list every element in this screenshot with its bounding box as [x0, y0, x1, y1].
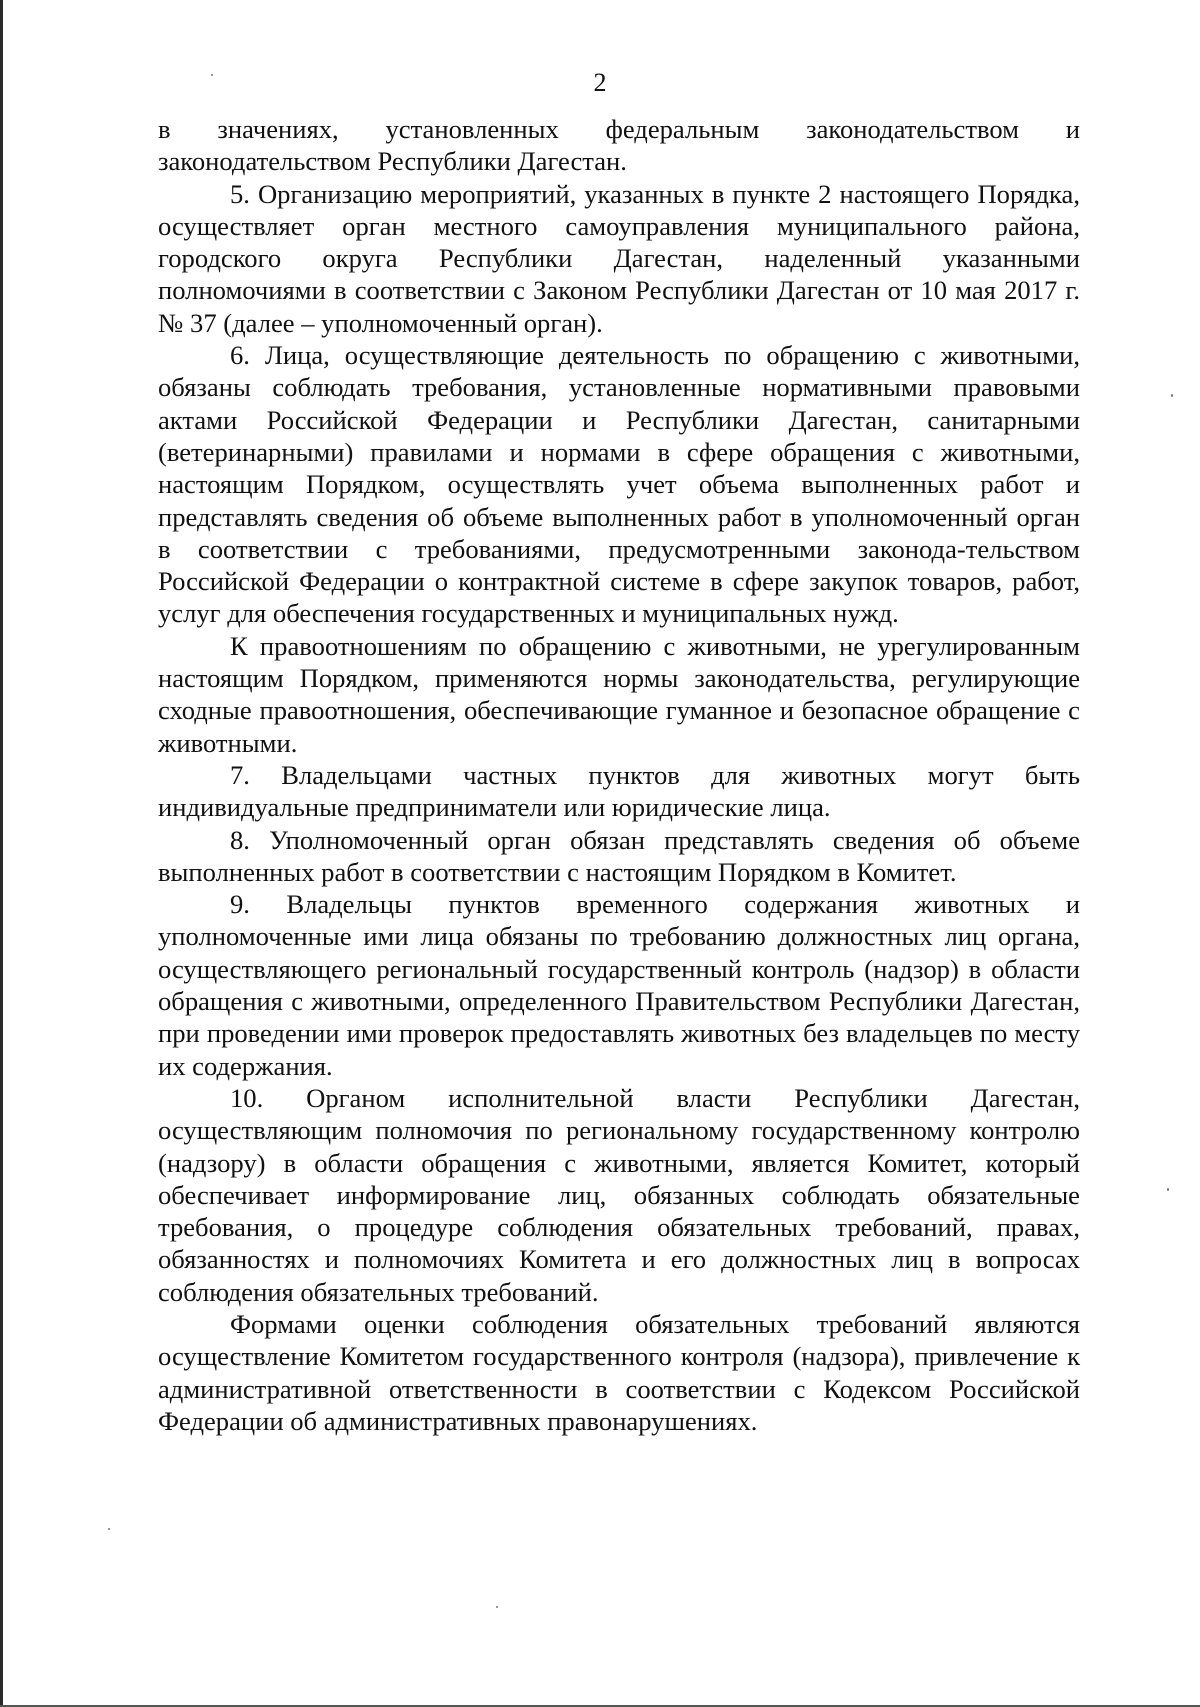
scan-speck — [1167, 1188, 1169, 1191]
paragraph-item-10: 10. Органом исполнительной власти Республики Дагестан, осуществляющим полномочия по региональному государственному контролю (надзору) в области обращения с животными, является Комитет, который обеспечивает информирование лиц, обязанных соблюдать обязательные требования, о процедуре соблюдения обязательных требований, правах, обязанностях и полномочиях Комитета и его должностных лиц в вопросах соблюдения обязательных требований. — [158, 1082, 1080, 1307]
scan-speck — [496, 1606, 498, 1608]
paragraph-item-7: 7. Владельцами частных пунктов для животных могут быть индивидуальные предприниматели или юридические лица. — [158, 759, 1080, 823]
paragraph-continuation: в значениях, установленных федеральным законодательством и законодательством Республики Дагестан. — [158, 114, 1080, 177]
page-number: 2 — [593, 68, 607, 97]
scan-speck — [1171, 394, 1173, 397]
paragraph-item-10-addendum: Формами оценки соблюдения обязательных требований являются осуществление Комитетом государственного контроля (надзора), привлечение к административной ответственности в соответствии с Кодексом Российской Федерации об административных правонарушениях. — [158, 1308, 1080, 1436]
paragraph-item-5: 5. Организацию мероприятий, указанных в пункте 2 настоящего Порядка, осуществляет орган местного самоуправления муниципального района, городского округа Республики Дагестан, наделенный указанными полномочиями в соответствии с Законом Республики Дагестан от 10 мая 2017 г. № 37 (далее – уполномоченный орган). — [158, 178, 1080, 338]
document-body — [158, 113, 1080, 1437]
paragraph-item-6-addendum: К правоотношениям по обращению с животными, не урегулированным настоящим Порядком, применяются нормы законодательства, регулирующие сходные правоотношения, обеспечивающие гуманное и безопасное обращение с животными. — [158, 630, 1080, 758]
scan-edge-left — [0, 0, 3, 1707]
paragraph-item-9: 9. Владельцы пунктов временного содержания животных и уполномоченные ими лица обязаны по требованию должностных лиц органа, осуществляющего региональный государственный контроль (надзор) в области обращения с животными, определенного Правительством Республики Дагестан, при проведении ими проверок предоставлять животных без владельцев по месту их содержания. — [158, 889, 1080, 1081]
scan-speck — [108, 1528, 110, 1530]
paragraph-item-6: 6. Лица, осуществляющие деятельность по обращению с животными, обязаны соблюдать требования, установленные нормативными правовыми актами Российской Федерации и Республики Дагестан, санитарными (ветеринарными) правилами и нормами в сфере обращения с животными, настоящим Порядком, осуществлять учет объема выполненных работ и представлять сведения об объеме выполненных работ в уполномоченный орган в соответствии с требованиями, предусмотренными законода-тельством Российской Федерации о контрактной системе в сфере закупок товаров, работ, услуг для обеспечения государственных и муниципальных нужд. — [158, 340, 1080, 629]
paragraph-item-8: 8. Уполномоченный орган обязан представлять сведения об объеме выполненных работ в соответствии с настоящим Порядком в Комитет. — [158, 824, 1080, 887]
